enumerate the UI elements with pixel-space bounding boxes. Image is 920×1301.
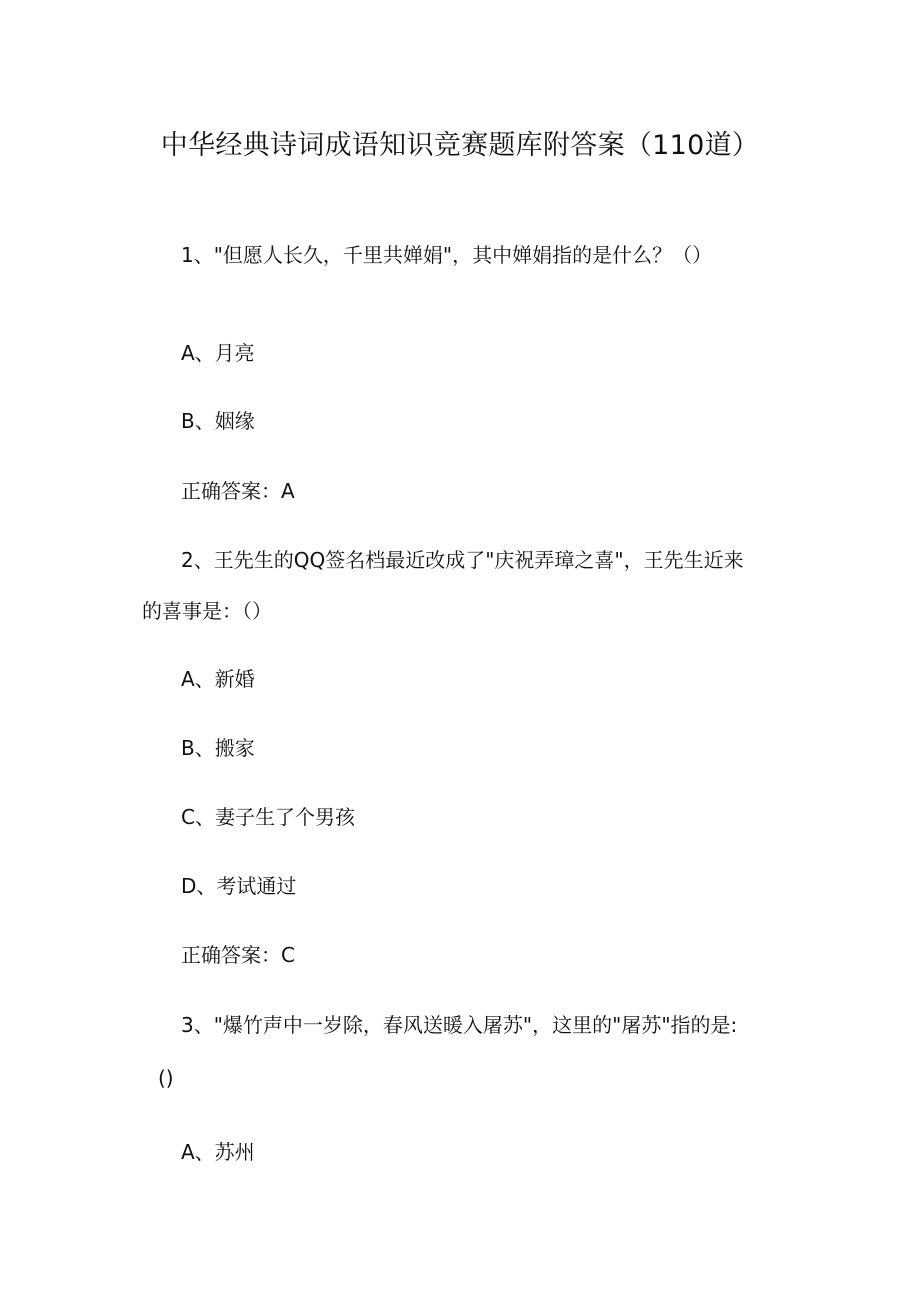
- question-2-option-c: C、妻子生了个男孩: [181, 805, 355, 829]
- question-2-option-a: A、新婚: [181, 667, 255, 691]
- question-3-stem-line1: 3、"爆竹声中一岁除，春风送暖入屠苏"，这里的"屠苏"指的是:: [181, 1013, 738, 1037]
- question-1-answer: 正确答案：A: [181, 479, 295, 503]
- question-3-option-a: A、苏州: [181, 1140, 255, 1164]
- question-2-stem-line1: 2、王先生的QQ签名档最近改成了"庆祝弄璋之喜"，王先生近来: [181, 548, 744, 572]
- question-1-option-a: A、月亮: [181, 341, 255, 365]
- question-2-stem-line2: 的喜事是：（）: [142, 599, 272, 623]
- document-title: 中华经典诗词成语知识竞赛题库附答案（110道）: [160, 130, 760, 161]
- question-2-option-d: D、考试通过: [181, 874, 297, 898]
- question-1-option-b: B、姻缘: [181, 409, 255, 433]
- question-3-stem-line2: (): [158, 1066, 174, 1090]
- question-1-stem: 1、"但愿人长久，千里共婵娟"，其中婵娟指的是什么？（）: [181, 243, 713, 267]
- question-2-option-b: B、搬家: [181, 736, 255, 760]
- question-2-answer: 正确答案：C: [181, 943, 295, 967]
